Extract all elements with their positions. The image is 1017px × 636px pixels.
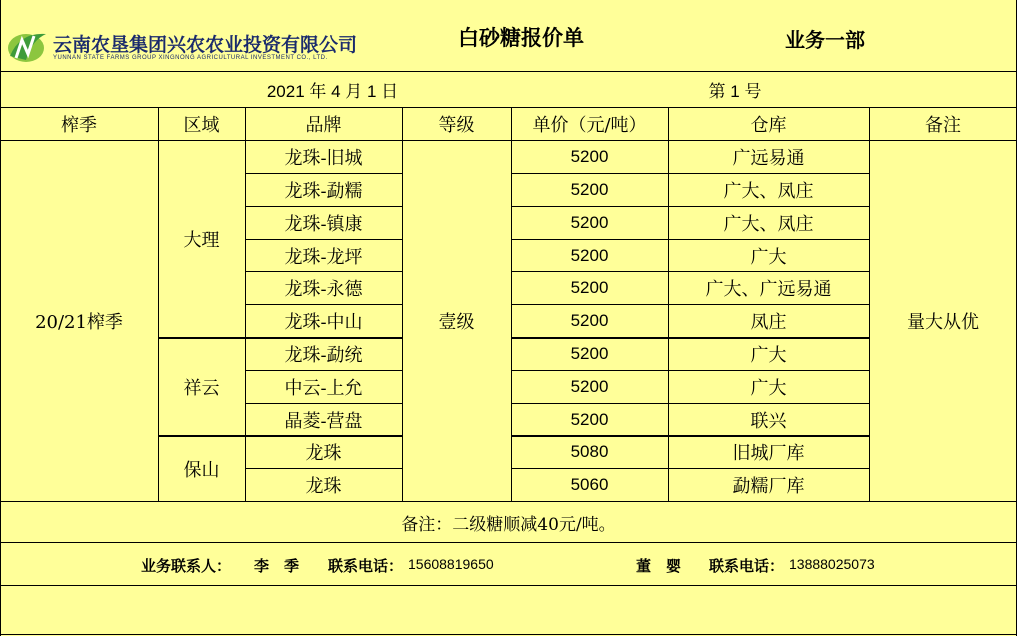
remark-cell: 量大从优 (907, 312, 979, 333)
warehouse-cell: 广远易通 (732, 148, 805, 169)
price-cell: 5200 (570, 278, 609, 297)
document-title: 白砂糖报价单 (458, 25, 584, 50)
price-cell: 5200 (570, 344, 609, 363)
price-cell: 5200 (570, 147, 609, 166)
warehouse-cell: 勐糯厂库 (732, 476, 805, 497)
brand-cell: 龙珠-镇康 (284, 214, 363, 235)
quote-date: 2021 年 4 月 1 日 (266, 82, 399, 101)
phone-number: 13888025073 (789, 556, 875, 572)
phone-label: 联系电话： (709, 557, 785, 575)
brand-cell: 龙珠 (305, 443, 342, 464)
price-cell: 5200 (570, 180, 609, 199)
price-cell: 5200 (570, 409, 609, 429)
region-cell: 大理 (183, 230, 220, 251)
company-name-cn: 云南农垦集团兴农农业投资有限公司 (53, 34, 358, 56)
brand-cell: 龙珠-中山 (284, 312, 363, 333)
department-label: 业务一部 (785, 28, 865, 52)
footer-note: 备注：二级糖顺减40元/吨。 (401, 514, 616, 535)
phone-number: 15608819650 (408, 556, 494, 572)
brand-cell: 龙珠-勐统 (284, 345, 363, 366)
warehouse-cell: 广大 (750, 378, 787, 399)
region-cell: 祥云 (183, 377, 220, 399)
grid-line (0, 71, 1017, 72)
warehouse-cell: 联兴 (750, 410, 787, 432)
warehouse-cell: 广大 (750, 246, 787, 268)
column-header: 区域 (183, 115, 220, 136)
region-cell: 保山 (183, 459, 220, 481)
column-header: 备注 (925, 115, 961, 136)
contact-name: 李 季 (254, 557, 300, 575)
contact-label: 业务联系人： (141, 557, 232, 575)
price-cell: 5200 (570, 213, 609, 232)
brand-cell: 龙珠-勐糯 (284, 181, 363, 202)
price-cell: 5200 (570, 311, 609, 330)
contact-name: 董 婴 (636, 557, 682, 575)
warehouse-cell: 广大、凤庄 (723, 214, 814, 235)
season-cell: 20/21榨季 (35, 312, 123, 333)
grid-line (0, 585, 1017, 586)
column-header: 品牌 (305, 115, 342, 136)
company-logo (6, 26, 50, 64)
quote-number: 第 1 号 (708, 82, 762, 101)
logo-mark-icon (6, 26, 50, 64)
price-cell: 5060 (570, 475, 609, 494)
brand-cell: 龙珠-旧城 (284, 148, 363, 169)
brand-cell: 中云-上允 (284, 378, 363, 399)
grade-cell: 壹级 (438, 312, 475, 333)
warehouse-cell: 广大、凤庄 (723, 181, 814, 202)
brand-cell: 龙珠 (305, 476, 342, 497)
column-header: 等级 (438, 115, 475, 136)
company-name-en: YUNNAN STATE FARMS GROUP XINGNONG AGRICULTURAL INVESTMENT CO., LTD. (53, 55, 328, 61)
brand-cell: 龙珠-永德 (284, 279, 363, 300)
phone-label: 联系电话： (328, 557, 404, 575)
column-header: 仓库 (750, 115, 787, 136)
column-header: 单价（元/吨） (532, 115, 647, 136)
brand-cell: 晶菱-营盘 (284, 410, 363, 432)
warehouse-cell: 广大 (750, 345, 787, 366)
contact-line (0, 543, 1017, 585)
warehouse-cell: 广大、广远易通 (705, 279, 832, 300)
price-cell: 5080 (570, 442, 609, 461)
grid-line (0, 634, 1017, 635)
price-cell: 5200 (570, 245, 609, 265)
warehouse-cell: 旧城厂库 (732, 443, 805, 464)
brand-cell: 龙珠-龙坪 (284, 246, 363, 268)
column-header: 榨季 (61, 115, 97, 136)
price-cell: 5200 (570, 377, 609, 396)
warehouse-cell: 凤庄 (750, 312, 787, 333)
